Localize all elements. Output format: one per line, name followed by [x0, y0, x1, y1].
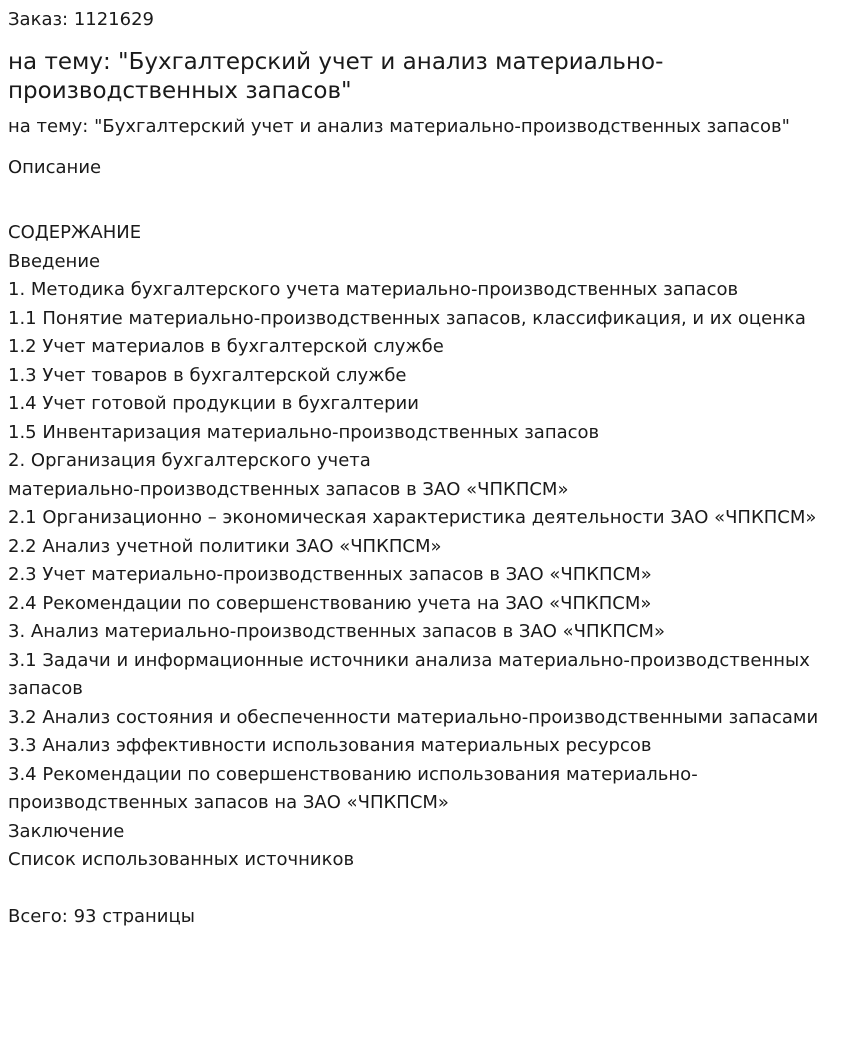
- order-number: Заказ: 1121629: [8, 9, 154, 30]
- toc-item: 1.4 Учет готовой продукции в бухгалтерии: [8, 393, 419, 414]
- toc-item: Заключение: [8, 820, 125, 842]
- toc-item: 3.4 Рекомендации по совершенствованию использования материально-производственных запасов на ЗАО «ЧПКПСМ»: [8, 763, 698, 813]
- toc-item: 1.3 Учет товаров в бухгалтерской службе: [8, 364, 407, 386]
- table-of-contents: [8, 248, 840, 875]
- page-count: Всего: 93 страницы: [8, 906, 195, 927]
- toc-item: материально-производственных запасов в ЗАО «ЧПКПСМ»: [8, 478, 569, 500]
- toc-item: Введение: [8, 250, 101, 272]
- toc-item: 2.2 Анализ учетной политики ЗАО «ЧПКПСМ»: [8, 535, 442, 557]
- description-heading: Описание: [8, 157, 102, 178]
- document-page: [8, 0, 840, 932]
- toc-item: 3.3 Анализ эффективности использования материальных ресурсов: [8, 735, 652, 756]
- toc-item: 3.2 Анализ состояния и обеспеченности материально-производственными запасами: [8, 706, 819, 728]
- toc-item: 3.1 Задачи и информационные источники анализа материально-производственных запасов: [8, 649, 810, 699]
- toc-item: 3. Анализ материально-производственных запасов в ЗАО «ЧПКПСМ»: [8, 621, 665, 642]
- toc-item: 1.2 Учет материалов в бухгалтерской службе: [8, 336, 444, 357]
- toc-heading: СОДЕРЖАНИЕ: [8, 222, 142, 243]
- toc-item: 2. Организация бухгалтерского учета: [8, 450, 371, 471]
- toc-item: 1.5 Инвентаризация материально-производственных запасов: [8, 421, 600, 443]
- toc-item: Список использованных источников: [8, 849, 355, 870]
- toc-item: 2.3 Учет материально-производственных запасов в ЗАО «ЧПКПСМ»: [8, 564, 652, 585]
- document-title: на тему: "Бухгалтерский учет и анализ материально-производственных запасов": [8, 49, 664, 104]
- toc-item: 1.1 Понятие материально-производственных запасов, классификация, и их оценка: [8, 307, 806, 329]
- document-subtitle: на тему: "Бухгалтерский учет и анализ материально-производственных запасов": [8, 116, 790, 137]
- toc-item: 2.4 Рекомендации по совершенствованию учета на ЗАО «ЧПКПСМ»: [8, 592, 652, 614]
- toc-item: 1. Методика бухгалтерского учета материально-производственных запасов: [8, 279, 739, 300]
- toc-item: 2.1 Организационно – экономическая характеристика деятельности ЗАО «ЧПКПСМ»: [8, 507, 817, 528]
